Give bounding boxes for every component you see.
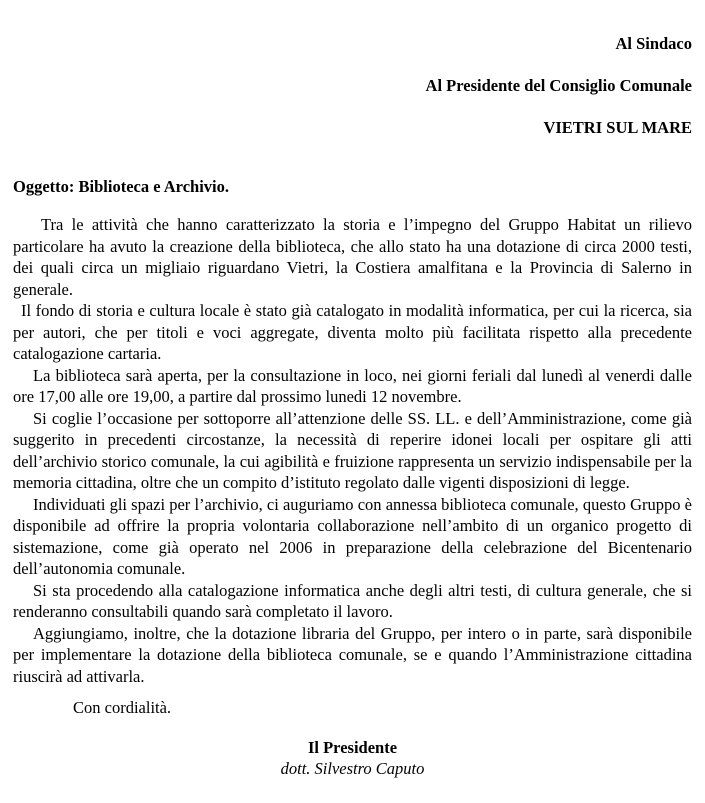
paragraph-collaborazione-gruppo: Individuati gli spazi per l’archivio, ci auguriamo con annessa biblioteca comunale, questo Gruppo è disponibile ad offrire la propria volontaria collaborazione nell’ambito di un organico progetto di sistemazione, come già operato nel 2006 in preparazione della celebrazione del Bicentenario dell’autonomia comunale.: [13, 494, 692, 578]
paragraph-dotazione-libraria: Aggiungiamo, inoltre, che la dotazione libraria del Gruppo, per intero o in parte, sarà disponibile per implementare la dotazione della biblioteca comunale, se e quando l’Amministrazione cittadina riuscirà ad attivarla.: [13, 623, 692, 686]
paragraph-fondo-catalogato: Il fondo di storia e cultura locale è stato già catalogato in modalità informatica, per cui la ricerca, sia per autori, che per titoli e voci aggregate, diventa molto più facilitata rispetto alla precedente catalogazione cartaria.: [13, 301, 692, 363]
recipients-block: [13, 33, 692, 138]
signature-block: [0, 737, 705, 780]
subject-line: Oggetto: Biblioteca e Archivio.: [13, 177, 229, 196]
paragraph-catalogazione-altri-testi: Si sta procedendo alla catalogazione informatica anche degli altri testi, di cultura generale, che si renderanno consultabili quando sarà completato il lavoro.: [13, 580, 692, 621]
paragraph-archivio-storico: Si coglie l’occasione per sottoporre all’attenzione delle SS. LL. e dell’Amministrazione, come già suggerito in precedenti circostanze, la necessità di reperire idonei locali per ospitare gli atti dell’archivio storico comunale, la cui agibilità e fruizione rappresenta un servizio indispensabile per la memoria cittadina, oltre che un compito d’istituto regolato dalle vigenti disposizioni di legge.: [13, 408, 692, 492]
closing-salutation: Con cordialità.: [73, 698, 172, 717]
paragraph-biblioteca-dotazione: Tra le attività che hanno caratterizzato la storia e l’impegno del Gruppo Habitat un rilievo particolare ha avuto la creazione della biblioteca, che allo stato ha una dotazione di circa 2000 testi, dei quali circa un migliaio riguardano Vietri, la Costiera amalfitana e la Provincia di Salerno in generale.: [13, 215, 692, 299]
signature-title: Il Presidente: [307, 737, 398, 757]
paragraph-orari-apertura: La biblioteca sarà aperta, per la consultazione in loco, nei giorni feriali dal lunedì al venerdi dalle ore 17,00 alle ore 19,00, a partire dal prossimo lunedi 12 novembre.: [13, 365, 692, 406]
recipient-line-city: VIETRI SUL MARE: [543, 118, 692, 137]
signature-name: dott. Silvestro Caputo: [280, 759, 425, 778]
recipient-line-presidente-consiglio: Al Presidente del Consiglio Comunale: [425, 76, 692, 95]
recipient-line-sindaco: Al Sindaco: [615, 34, 692, 53]
letter-body: [13, 214, 692, 687]
